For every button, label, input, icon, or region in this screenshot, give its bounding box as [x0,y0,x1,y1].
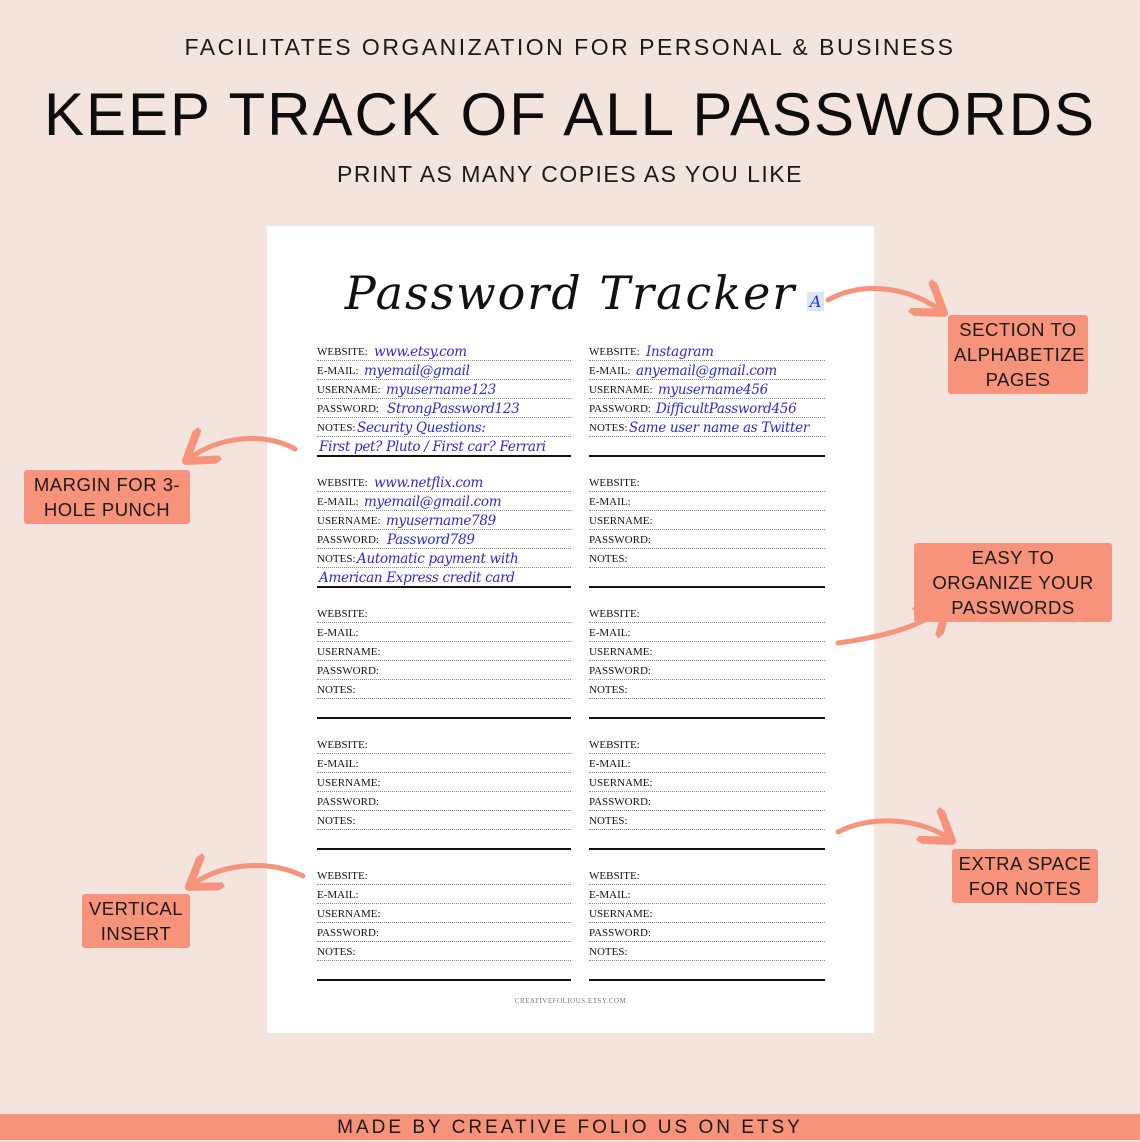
field-label-username: USERNAME: [589,646,653,658]
entry-block [317,735,571,850]
field-label-password: PASSWORD: [589,927,651,939]
field-row-website[interactable] [589,342,825,361]
field-row-website[interactable] [317,735,571,754]
field-label-website: WEBSITE: [589,477,640,489]
field-row-website[interactable] [589,735,825,754]
field-row-notes-extra[interactable] [317,437,571,457]
sheet-footer-url: CREATIVEFOLIOUS.ETSY.COM [514,997,627,1005]
field-value-username: myusername789 [386,513,496,529]
field-row-notes[interactable] [589,942,825,961]
field-value-website: Instagram [646,344,714,360]
field-value-notes: Security Questions: [357,420,486,436]
field-label-website: WEBSITE: [317,739,368,751]
field-label-website: WEBSITE: [589,739,640,751]
field-value-website: www.netflix.com [374,475,483,491]
field-row-username[interactable] [317,511,571,530]
field-row-username[interactable] [589,904,825,923]
field-value-notes-extra: First pet? Pluto / First car? Ferrari [319,439,546,455]
field-label-email: E-MAIL: [589,758,631,770]
field-row-notes[interactable] [317,549,571,568]
field-label-website: WEBSITE: [317,346,368,358]
field-row-email[interactable] [589,361,825,380]
field-label-email: E-MAIL: [317,758,359,770]
field-row-password[interactable] [317,661,571,680]
entry-block [589,866,825,981]
field-value-password: Password789 [387,532,475,548]
field-row-password[interactable] [317,399,571,418]
field-label-website: WEBSITE: [589,870,640,882]
field-row-notes[interactable] [317,680,571,699]
field-label-website: WEBSITE: [589,608,640,620]
footer-credit-bar: MADE BY CREATIVE FOLIO US ON ETSY [0,1114,1140,1140]
field-row-email[interactable] [589,885,825,904]
field-label-password: PASSWORD: [317,534,379,546]
field-row-website[interactable] [317,866,571,885]
field-label-notes: NOTES: [589,815,628,827]
callout-alphabetize: SECTION TO ALPHABETIZE PAGES [948,315,1088,394]
field-label-email: E-MAIL: [589,889,631,901]
field-label-email: E-MAIL: [317,627,359,639]
field-value-password: DifficultPassword456 [656,401,797,417]
entry-block [589,342,825,457]
field-label-password: PASSWORD: [589,665,651,677]
field-row-password[interactable] [317,923,571,942]
field-row-notes-extra[interactable] [589,699,825,719]
field-row-password[interactable] [317,792,571,811]
field-row-notes[interactable] [317,811,571,830]
field-label-website: WEBSITE: [317,870,368,882]
field-row-email[interactable] [317,623,571,642]
field-label-username: USERNAME: [317,646,381,658]
field-label-password: PASSWORD: [589,403,651,415]
password-tracker-sheet [267,226,874,1033]
sheet-title: Password Tracker [344,266,797,320]
field-value-notes-extra: American Express credit card [319,570,515,586]
field-label-website: WEBSITE: [317,477,368,489]
field-row-notes-extra[interactable] [317,961,571,981]
field-row-website[interactable] [589,473,825,492]
field-row-email[interactable] [317,492,571,511]
header-subtitle: FACILITATES ORGANIZATION FOR PERSONAL & BUSINESS [184,34,956,60]
field-label-username: USERNAME: [589,515,653,527]
entry-block [589,735,825,850]
field-label-email: E-MAIL: [317,889,359,901]
field-row-notes[interactable] [317,418,571,437]
field-value-password: StrongPassword123 [387,401,520,417]
field-label-notes: NOTES: [589,684,628,696]
field-row-username[interactable] [317,642,571,661]
field-row-username[interactable] [589,773,825,792]
field-row-email[interactable] [317,754,571,773]
field-label-website: WEBSITE: [589,346,640,358]
field-value-username: myusername456 [658,382,768,398]
field-row-password[interactable] [589,792,825,811]
field-row-username[interactable] [317,773,571,792]
entry-block [589,473,825,588]
field-label-username: USERNAME: [317,777,381,789]
entry-block [317,342,571,457]
field-value-username: myusername123 [386,382,496,398]
field-row-password[interactable] [589,923,825,942]
field-row-notes-extra[interactable] [589,568,825,588]
field-row-notes-extra[interactable] [589,830,825,850]
field-label-notes: NOTES: [317,815,356,827]
field-label-notes: NOTES: [317,946,356,958]
field-value-email: myemail@gmail.com [364,494,502,510]
field-label-username: USERNAME: [589,384,653,396]
field-value-notes: Automatic payment with [357,551,519,567]
field-row-email[interactable] [589,754,825,773]
field-row-website[interactable] [589,866,825,885]
callout-organize: EASY TO ORGANIZE YOUR PASSWORDS [914,543,1112,622]
field-label-notes: NOTES: [317,422,356,434]
field-row-website[interactable] [317,604,571,623]
field-row-username[interactable] [589,380,825,399]
field-label-notes: NOTES: [589,946,628,958]
entry-block [317,866,571,981]
field-row-password[interactable] [589,399,825,418]
field-row-password[interactable] [589,661,825,680]
field-label-notes: NOTES: [317,684,356,696]
header-tagline: PRINT AS MANY COPIES AS YOU LIKE [337,161,803,187]
field-label-notes: NOTES: [589,553,628,565]
field-row-password[interactable] [317,530,571,549]
field-row-notes[interactable] [589,680,825,699]
field-row-notes[interactable] [589,549,825,568]
field-label-username: USERNAME: [589,908,653,920]
header-title: KEEP TRACK OF ALL PASSWORDS [43,81,1097,148]
field-label-username: USERNAME: [589,777,653,789]
callout-vertical: VERTICAL INSERT [82,894,190,948]
field-row-password[interactable] [589,530,825,549]
callout-margin: MARGIN FOR 3-HOLE PUNCH [24,470,190,524]
field-label-email: E-MAIL: [317,496,359,508]
field-label-email: E-MAIL: [317,365,359,377]
field-row-username[interactable] [317,380,571,399]
field-row-email[interactable] [589,492,825,511]
field-row-website[interactable] [317,342,571,361]
entry-block [589,604,825,719]
field-label-email: E-MAIL: [589,627,631,639]
field-label-username: USERNAME: [317,515,381,527]
field-row-website[interactable] [589,604,825,623]
field-value-email: anyemail@gmail.com [636,363,777,379]
field-row-notes-extra[interactable] [589,437,825,457]
field-row-notes-extra[interactable] [317,699,571,719]
field-label-username: USERNAME: [317,384,381,396]
entry-block [317,473,571,588]
field-row-notes-extra[interactable] [317,830,571,850]
field-label-email: E-MAIL: [589,365,631,377]
field-label-website: WEBSITE: [317,608,368,620]
field-row-email[interactable] [589,623,825,642]
field-label-notes: NOTES: [317,553,356,565]
field-row-username[interactable] [589,642,825,661]
field-row-website[interactable] [317,473,571,492]
field-label-password: PASSWORD: [317,927,379,939]
field-label-password: PASSWORD: [317,403,379,415]
field-label-email: E-MAIL: [589,496,631,508]
field-row-username[interactable] [317,904,571,923]
field-label-password: PASSWORD: [589,534,651,546]
field-value-website: www.etsy.com [374,344,467,360]
field-row-email[interactable] [317,885,571,904]
field-row-username[interactable] [589,511,825,530]
field-row-email[interactable] [317,361,571,380]
field-row-notes[interactable] [589,418,825,437]
field-row-notes-extra[interactable] [589,961,825,981]
field-row-notes-extra[interactable] [317,568,571,588]
field-row-notes[interactable] [317,942,571,961]
field-label-notes: NOTES: [589,422,628,434]
field-value-email: myemail@gmail [364,363,470,379]
field-label-password: PASSWORD: [589,796,651,808]
field-label-username: USERNAME: [317,908,381,920]
field-label-password: PASSWORD: [317,796,379,808]
field-row-notes[interactable] [589,811,825,830]
entry-block [317,604,571,719]
alphabet-tab-letter: A [807,292,824,311]
callout-notes: EXTRA SPACE FOR NOTES [952,849,1098,903]
field-label-password: PASSWORD: [317,665,379,677]
field-value-notes: Same user name as Twitter [629,420,810,436]
